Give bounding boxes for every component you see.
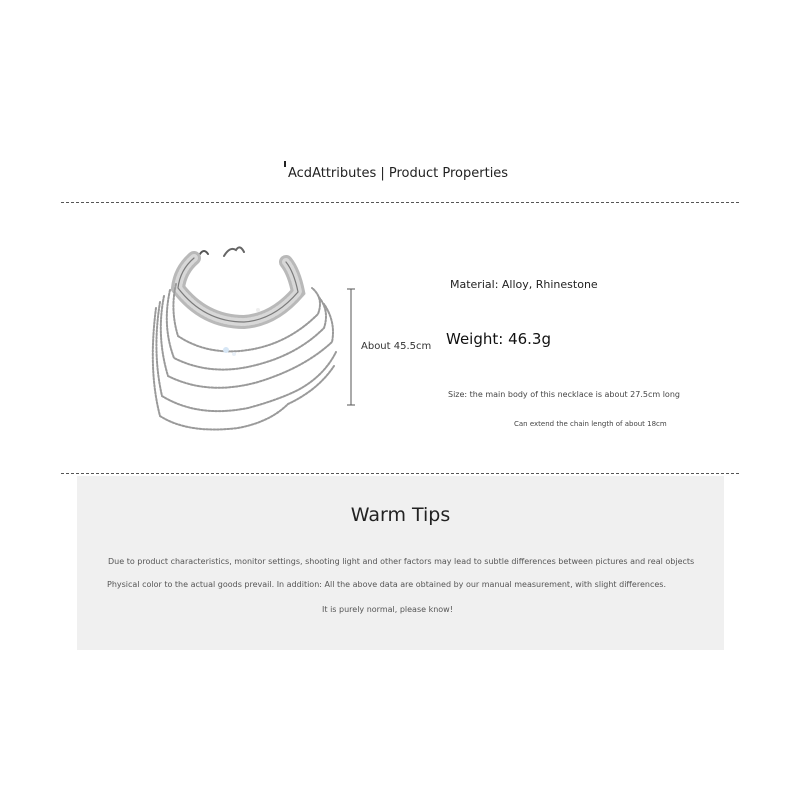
length-label: About 45.5cm xyxy=(361,341,432,352)
necklace-image xyxy=(148,240,340,440)
size-note: Size: the main body of this necklace is about 27.5cm long xyxy=(448,390,680,399)
extend-note: Can extend the chain length of about 18cm xyxy=(514,420,667,428)
tip-line: Due to product characteristics, monitor settings, shooting light and other factors may lead to subtle differences between pictures and real objects xyxy=(108,557,695,566)
tip-line: It is purely normal, please know! xyxy=(322,605,453,614)
title-marker xyxy=(284,161,286,167)
material-text: Material: Alloy, Rhinestone xyxy=(450,278,598,291)
top-divider xyxy=(61,202,739,203)
section-title: AcdAttributes | Product Properties xyxy=(288,166,509,181)
length-ruler xyxy=(345,288,357,406)
tip-line: Physical color to the actual goods prevail. In addition: All the above data are obtained by our manual measurement, with slight differences. xyxy=(107,580,666,589)
warm-tips-title: Warm Tips xyxy=(350,504,451,526)
weight-text: Weight: 46.3g xyxy=(446,330,551,348)
warm-tips-panel xyxy=(77,476,724,650)
middle-divider xyxy=(61,473,739,474)
